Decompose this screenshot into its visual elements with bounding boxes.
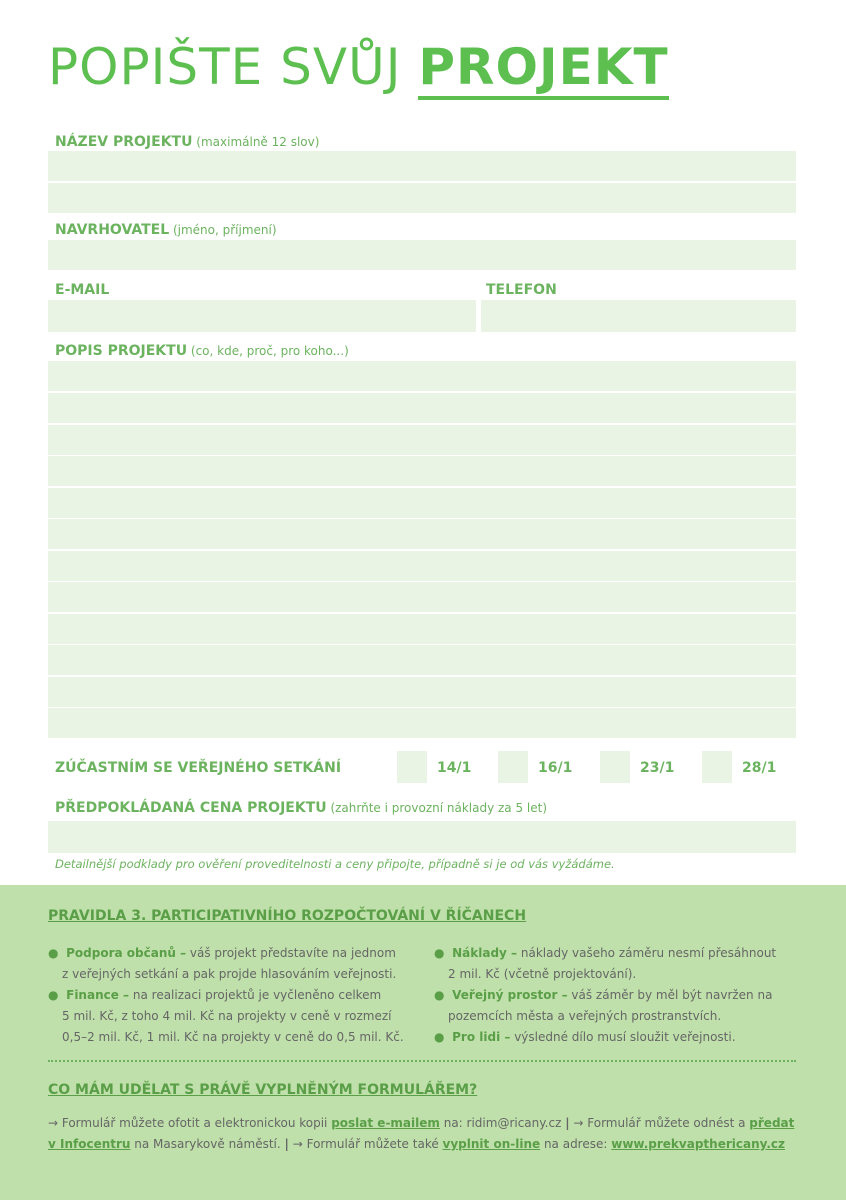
cena-label-text: PŘEDPOKLÁDANÁ CENA PROJEKTU [55,800,327,816]
rule-item: ● Náklady – náklady vašeho záměru nesmí přesáhnout [434,946,777,960]
cena-field[interactable] [48,821,796,853]
popis-line[interactable] [48,551,796,581]
popis-line[interactable] [48,519,796,549]
popis-line[interactable] [48,582,796,612]
navrhovatel-label-text: NAVRHOVATEL [55,222,170,238]
date-label-3: 23/1 [640,760,675,776]
rule-text: výsledné dílo musí sloužit veřejnosti. [510,1030,736,1044]
popis-line[interactable] [48,708,796,738]
rule-text: náklady vašeho záměru nesmí přesáhnout [517,946,777,960]
nazev-label-text: NÁZEV PROJEKTU [55,134,193,150]
title-light: POPIŠTE SVŮJ [48,38,419,96]
date-checkbox-3[interactable] [600,751,630,783]
footer-p5: → Formulář můžete také [288,1137,443,1151]
dotted-divider [48,1060,796,1062]
rule-text: na realizaci projektů je vyčleněno celkem [129,988,382,1002]
email-label: E-MAIL [55,282,110,298]
website-link[interactable]: www.prekvapthericany.cz [611,1137,785,1151]
popis-line[interactable] [48,614,796,644]
rule-item: ● Finance – na realizaci projektů je vyčleněno celkem [48,988,382,1002]
page-title [48,38,669,96]
nazev-field-line-1[interactable] [48,151,796,181]
telefon-label: TELEFON [486,282,557,298]
rule-cont: 5 mil. Kč, z toho 4 mil. Kč na projekty v ceně v rozmezí [62,1009,392,1023]
popis-line[interactable] [48,425,796,455]
navrhovatel-field[interactable] [48,240,796,270]
footer-p1: → Formulář můžete ofotit a elektronickou kopii [48,1116,332,1130]
separator: | [565,1116,570,1130]
rule-item: ● Pro lidi – výsledné dílo musí sloužit veřejnosti. [434,1030,736,1044]
footer-p6: na adrese: [540,1137,612,1151]
nazev-field-line-2[interactable] [48,183,796,213]
popis-hint: (co, kde, proč, pro koho...) [187,344,349,358]
date-label-4: 28/1 [742,760,777,776]
rule-text: váš projekt představíte na jednom [186,946,396,960]
popis-line[interactable] [48,677,796,707]
nazev-label [55,134,319,150]
popis-label-text: POPIS PROJEKTU [55,343,188,359]
rule-bold: Náklady – [452,946,518,960]
popis-label [55,343,349,359]
date-checkbox-2[interactable] [498,751,528,783]
setkani-label: ZÚČASTNÍM SE VEŘEJNÉHO SETKÁNÍ [55,760,342,776]
rule-cont: z veřejných setkání a pak projde hlasováním veřejnosti. [62,967,397,981]
footer-text [48,1113,798,1155]
footer-p4: na Masarykově náměstí. [130,1137,285,1151]
footer-p2: na: ridim@ricany.cz [439,1116,566,1130]
detail-note: Detailnější podklady pro ověření proveditelnosti a ceny připojte, případně si je od vás vyžádáme. [55,857,615,871]
separator: | [284,1137,289,1151]
rules-right-column [434,943,796,1048]
navrhovatel-label [55,222,277,238]
rule-bold: Podpora občanů – [66,946,187,960]
rule-cont: pozemcích města a veřejných prostranstvích. [448,1009,722,1023]
rule-bold: Pro lidi – [452,1030,511,1044]
telefon-field[interactable] [481,300,796,332]
footer-heading: CO MÁM UDĚLAT S PRÁVĚ VYPLNĚNÝM FORMULÁŘEM? [48,1082,478,1098]
email-link[interactable]: poslat e-mailem [331,1116,440,1130]
navrhovatel-hint: (jméno, příjmení) [169,223,277,237]
title-bold: PROJEKT [418,38,668,100]
popis-line[interactable] [48,645,796,675]
nazev-hint: (maximálně 12 slov) [192,135,320,149]
rule-item: ● Podpora občanů – váš projekt představíte na jednom [48,946,396,960]
cena-hint: (zahrňte i provozní náklady za 5 let) [326,801,548,815]
rule-bold: Veřejný prostor – [452,988,568,1002]
rules-left-column [48,943,428,1048]
rule-text: váš záměr by měl být navržen na [567,988,773,1002]
email-field[interactable] [48,300,476,332]
date-checkbox-1[interactable] [397,751,427,783]
popis-line[interactable] [48,488,796,518]
rule-bold: Finance – [66,988,130,1002]
infocentrum-link[interactable]: předat v Infocentru [48,1116,795,1151]
date-checkbox-4[interactable] [702,751,732,783]
popis-line[interactable] [48,361,796,391]
cena-label [55,800,547,816]
date-label-1: 14/1 [437,760,472,776]
popis-line[interactable] [48,393,796,423]
rules-heading: PRAVIDLA 3. PARTICIPATIVNÍHO ROZPOČTOVÁNÍ V ŘÍČANECH [48,908,527,924]
online-link[interactable]: vyplnit on-line [442,1137,541,1151]
footer-p3: → Formulář můžete odnést a [569,1116,750,1130]
date-label-2: 16/1 [538,760,573,776]
rule-cont: 2 mil. Kč (včetně projektování). [448,967,637,981]
popis-line[interactable] [48,456,796,486]
rule-item: ● Veřejný prostor – váš záměr by měl být navržen na [434,988,773,1002]
rule-cont: 0,5–2 mil. Kč, 1 mil. Kč na projekty v ceně do 0,5 mil. Kč. [62,1030,404,1044]
